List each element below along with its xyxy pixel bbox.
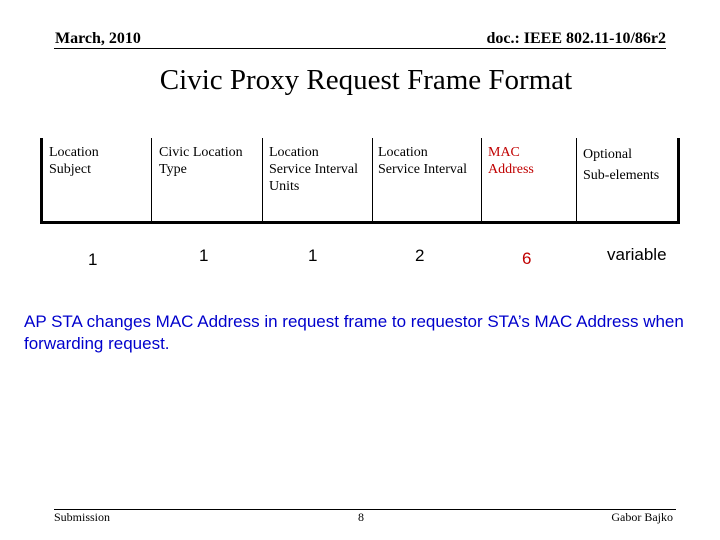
field-label-line: MAC bbox=[488, 145, 520, 160]
field-size-optional-sub-elements: variable bbox=[607, 245, 667, 264]
field-size-location-service-interval: 2 bbox=[415, 246, 425, 265]
field-divider bbox=[372, 138, 373, 224]
forwarding-note: AP STA changes MAC Address in request frame to requestor STA’s MAC Address when forwarding request. bbox=[24, 312, 684, 353]
header-doc-id: doc.: IEEE 802.11-10/86r2 bbox=[486, 30, 666, 47]
field-location-service-interval-units bbox=[269, 144, 358, 195]
footer-rule bbox=[54, 509, 676, 510]
field-size-civic-location-type: 1 bbox=[199, 246, 209, 265]
field-location-service-interval bbox=[378, 144, 467, 178]
field-label-line: Type bbox=[159, 162, 187, 177]
field-size-mac-address: 6 bbox=[522, 249, 532, 268]
slide-title: Civic Proxy Request Frame Format bbox=[159, 64, 573, 96]
field-label-line: Sub-elements bbox=[583, 168, 660, 183]
field-divider bbox=[481, 138, 482, 224]
field-mac-address bbox=[488, 144, 534, 178]
field-optional-sub-elements bbox=[583, 144, 659, 186]
field-label-line: Location bbox=[49, 145, 99, 160]
field-size-location-subject: 1 bbox=[88, 250, 98, 269]
field-location-subject bbox=[49, 144, 99, 178]
frame-format-diagram bbox=[40, 138, 680, 224]
header-date: March, 2010 bbox=[55, 30, 141, 47]
field-label-line: Optional bbox=[583, 147, 632, 162]
footer-author: Gabor Bajko bbox=[611, 510, 673, 524]
field-label-line: Service Interval bbox=[378, 162, 468, 177]
field-divider bbox=[151, 138, 152, 224]
field-civic-location-type bbox=[159, 144, 243, 178]
footer-page-number: 8 bbox=[358, 510, 364, 524]
field-label-line: Address bbox=[488, 162, 534, 177]
footer-submission: Submission bbox=[54, 510, 111, 524]
field-divider bbox=[576, 138, 577, 224]
field-label-line: Location bbox=[378, 145, 428, 160]
field-label-line: Location bbox=[269, 145, 319, 160]
field-label-line: Subject bbox=[49, 162, 91, 177]
field-label-line: Service Interval bbox=[269, 162, 359, 177]
field-label-line: Units bbox=[269, 179, 300, 194]
field-divider bbox=[262, 138, 263, 224]
field-label-line: Civic Location bbox=[159, 145, 243, 160]
field-size-location-service-interval-units: 1 bbox=[308, 246, 318, 265]
header-rule bbox=[54, 48, 666, 49]
